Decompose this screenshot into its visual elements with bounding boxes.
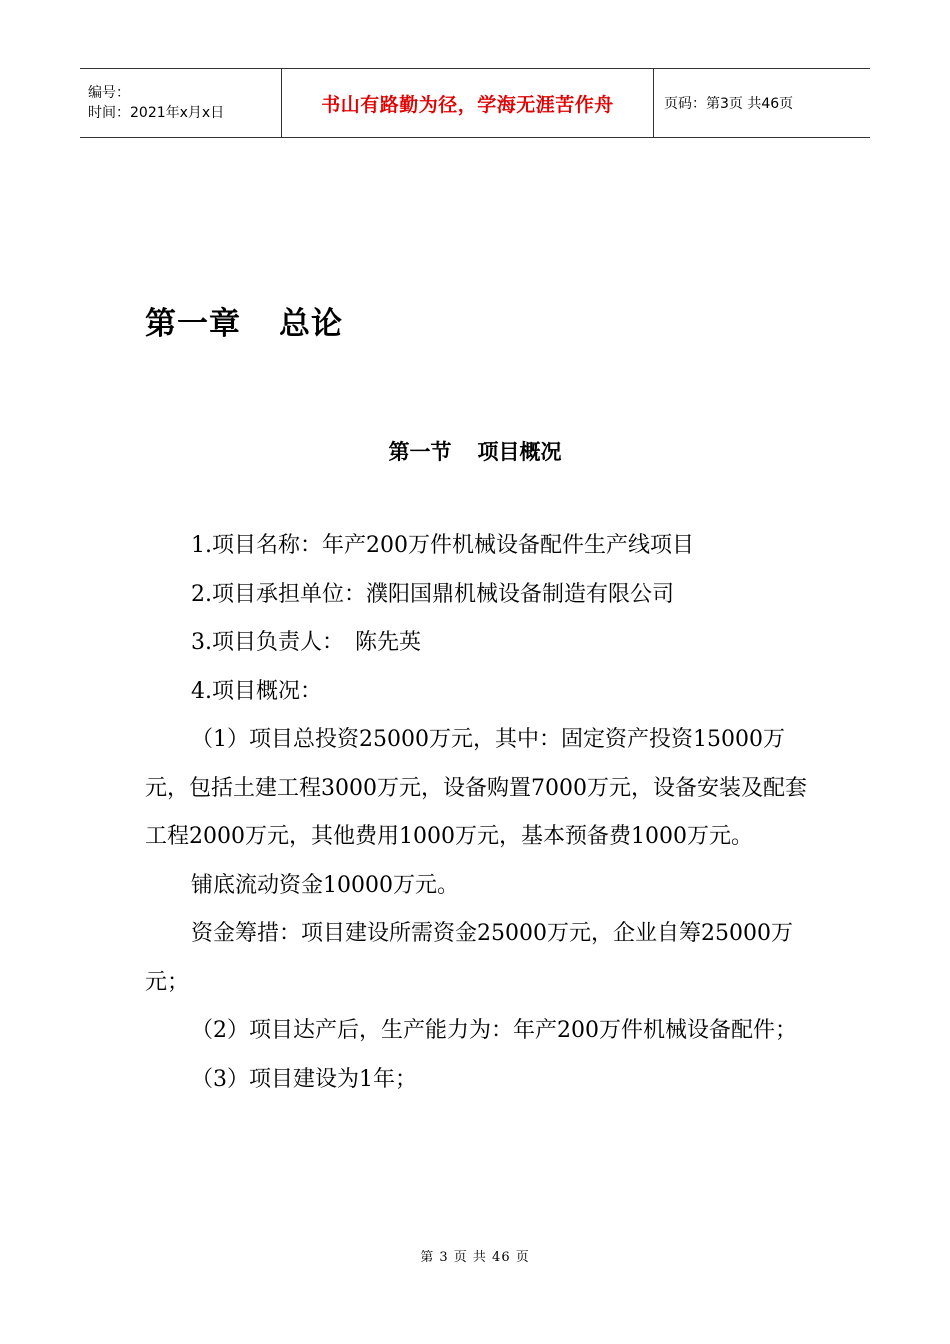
chapter-heading bbox=[145, 298, 343, 343]
paragraph-investment: （1）项目总投资25000万元，其中：固定资产投资15000万元，包括土建工程3000万元，设备购置7000万元，设备安装及配套工程2000万元，其他费用1000万元，基本预备费1000万元。 bbox=[145, 727, 807, 849]
paragraph-responsible-person: 3.项目负责人： 陈先英 bbox=[191, 630, 421, 655]
paragraph-financing: 资金筹措：项目建设所需资金25000万元，企业自筹25000万元； bbox=[145, 921, 793, 995]
paragraph-project-name: 1.项目名称：年产200万件机械设备配件生产线项目 bbox=[191, 533, 694, 558]
paragraph-capacity: （2）项目达产后，生产能力为：年产200万件机械设备配件； bbox=[191, 1018, 797, 1043]
code-label: 编号： bbox=[88, 85, 130, 101]
chapter-number: 第一章 bbox=[145, 306, 241, 342]
page-footer: 第 3 页 共 46 页 bbox=[420, 1250, 530, 1265]
section-heading bbox=[0, 436, 950, 466]
header-page-cell bbox=[654, 69, 870, 137]
paragraph-working-capital: 铺底流动资金10000万元。 bbox=[191, 872, 459, 898]
chapter-title: 总论 bbox=[279, 306, 343, 342]
page-header bbox=[80, 68, 870, 138]
motto-text: 书山有路勤为径，学海无涯苦作舟 bbox=[321, 93, 614, 116]
section-title: 项目概况 bbox=[477, 440, 562, 464]
date-label: 时间：2021年x月x日 bbox=[88, 105, 225, 121]
paragraph-overview-heading: 4.项目概况： bbox=[191, 678, 322, 704]
header-meta bbox=[80, 69, 281, 137]
document-body bbox=[145, 522, 810, 1104]
header-motto-cell bbox=[281, 69, 654, 137]
page-info: 页码：第3页 共46页 bbox=[664, 96, 794, 112]
section-number: 第一节 bbox=[388, 440, 452, 464]
paragraph-construction-period: （3）项目建设为1年； bbox=[191, 1066, 417, 1092]
paragraph-undertaker: 2.项目承担单位：濮阳国鼎机械设备制造有限公司 bbox=[191, 581, 674, 607]
